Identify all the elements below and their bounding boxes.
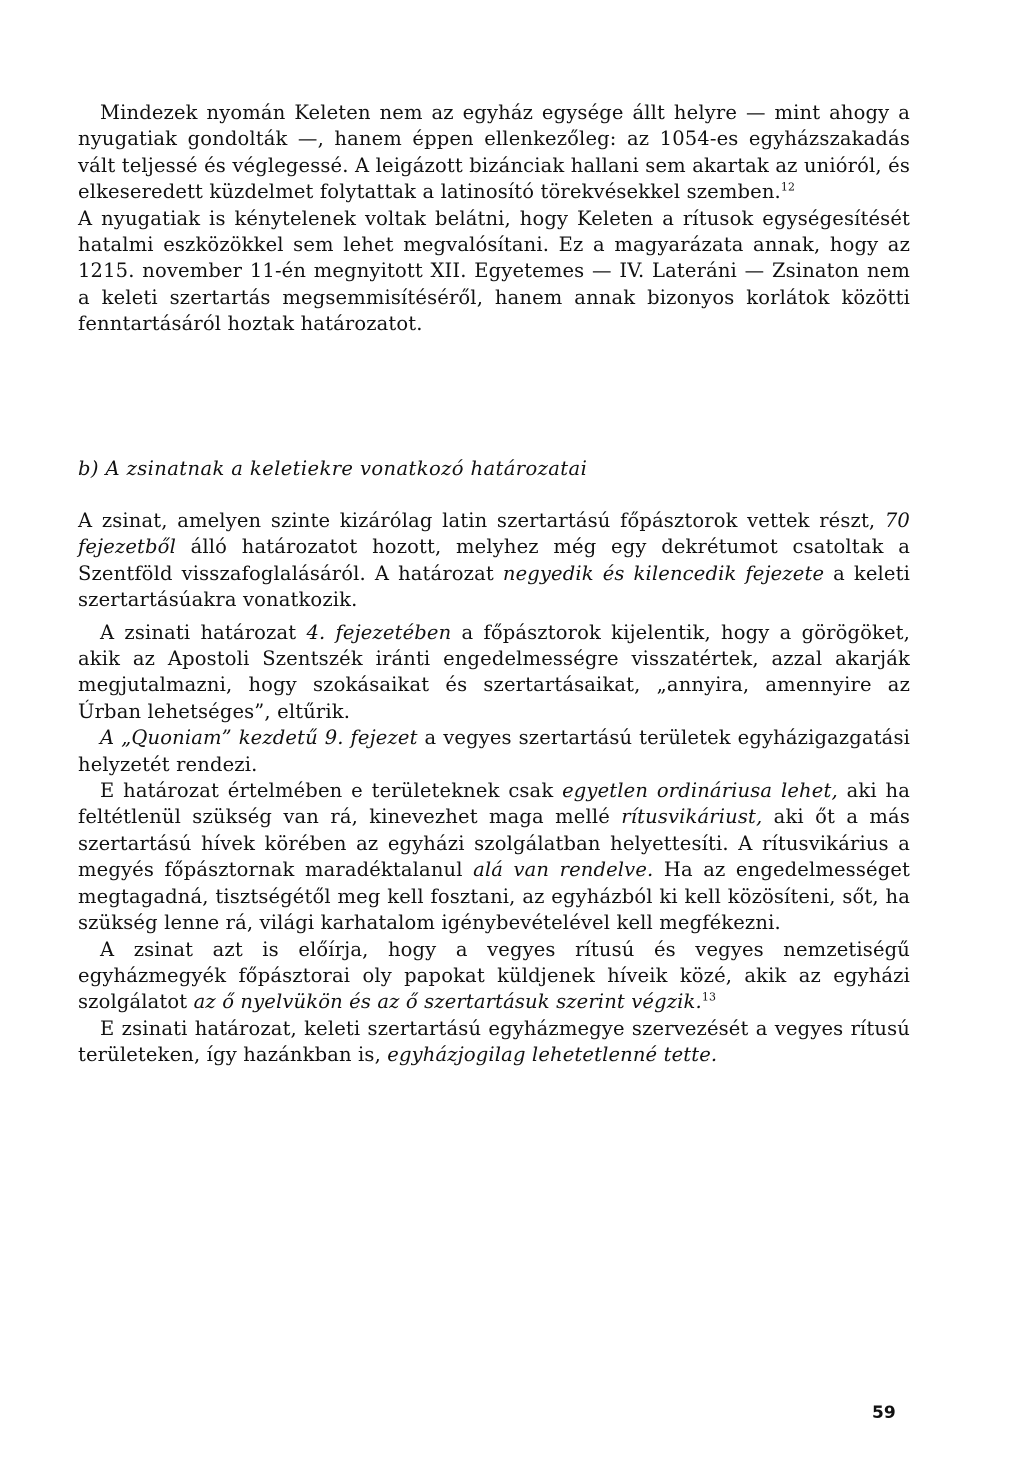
paragraph-7 <box>78 937 910 1016</box>
p3-text-e: a keleti szertartásúakra vonatkozik. <box>78 561 910 612</box>
p8-text-a: E zsinati határozat, keleti szertartású egyházmegye szervezését a vegyes rítusú területeken, így hazánkban is, <box>78 1016 910 1067</box>
paragraph-2: A nyugatiak is kénytelenek voltak belátni, hogy Keleten a rítusok egységesítését hatalmi eszközökkel sem lehet megvalósítani. Ez a magyarázata annak, hogy az 1215. november 11-én megnyitott XII. Egyetemes — IV. Lateráni — Zsinaton nem a keleti szertartás megsemmisítéséről, hanem annak bizonyos korlátok közötti fenntartásáról hoztak határozatot. <box>78 206 910 336</box>
p4-text-a: A zsinati határozat <box>100 620 307 644</box>
page-number: 59 <box>872 1403 896 1423</box>
p6-italic-d: rítusvikáriust, <box>621 805 763 829</box>
paragraph-5 <box>78 725 910 778</box>
p6-italic-b: egyetlen ordináriusa lehet, <box>562 779 838 803</box>
paragraph-8 <box>78 1016 910 1069</box>
p3-text-a: A zsinat, amelyen szinte kizárólag latin szertartású főpásztorok vettek részt, <box>78 509 885 532</box>
paragraph-1-text: Mindezek nyomán Keleten nem az egyház egysége állt helyre — mint ahogy a nyugatiak gondolták —, hanem éppen ellenkezőleg: az 1054-es egyházszakadás vált teljessé és véglegessé. A leigázott bizánciak hallani sem akartak az unióról, és elkeseredett küzdelmet folytattak a latinosító törekvésekkel szemben. <box>78 101 910 204</box>
p3-italic-b: 70 fejezetből <box>78 509 910 559</box>
p4-italic-b: 4. fejezetében <box>306 620 452 644</box>
paragraph-6 <box>78 778 910 936</box>
p3-italic-d: negyedik és kilencedik fejezete <box>502 561 825 585</box>
p6-text-e: aki őt a más szertartású hívek körében az egyházi szolgálatban helyettesíti. A rítusvikárius a megyés főpásztornak maradéktalanul <box>78 805 910 882</box>
p8-italic-b: egyházjogilag lehetetlenné tette. <box>387 1043 718 1067</box>
text-block-top <box>78 100 910 338</box>
p4-text-c: a főpásztorok kijelentik, hogy a görögöket, akik az Apostoli Szentszék iránti engedelmességre visszatértek, azzal akarják megjutalmazni, hogy szokásaikat és szertartásaikat, „annyira, amennyire az Úrban lehetséges”, eltűrik. <box>78 620 910 723</box>
p3-text-c: álló határozatot hozott, melyhez még egy dekrétumot csatoltak a Szentföld visszafoglalásáról. A határozat <box>78 535 910 585</box>
footnote-ref-13: 13 <box>701 990 717 1004</box>
p6-text-a: E határozat értelmében e területeknek csak <box>100 779 563 803</box>
section-subheading: b) A zsinatnak a keletiekre vonatkozó határozatai <box>78 457 588 480</box>
paragraph-3 <box>78 508 910 614</box>
p7-text-a: A zsinat azt is előírja, hogy a vegyes rítusú és vegyes nemzetiségű egyházmegyék főpásztorai oly papokat küldjenek híveik közé, akik az egyházi szolgálatot <box>78 937 910 1014</box>
p6-italic-f: alá van rendelve. <box>473 858 654 882</box>
p5-italic-a: A „Quoniam” kezdetű 9. fejezet <box>100 726 418 750</box>
footnote-ref-12: 12 <box>780 180 796 194</box>
paragraph-1 <box>78 100 910 206</box>
p6-text-c: aki ha feltétlenül szükség van rá, kinevezhet maga mellé <box>78 779 910 829</box>
p5-text-b: a vegyes szertartású területek egyházigazgatási helyzetét rendezi. <box>78 726 910 776</box>
p6-text-g: Ha az engedelmességet megtagadná, tisztségétől meg kell fosztani, az egyházból ki kell közösíteni, sőt, ha szükség lenne rá, világi karhatalom igénybevételével kell megfékezni. <box>78 858 910 935</box>
paragraph-4 <box>78 620 910 726</box>
text-block-main <box>78 508 910 1069</box>
p7-italic-b: az ő nyelvükön és az ő szertartásuk szerint végzik. <box>193 990 702 1014</box>
